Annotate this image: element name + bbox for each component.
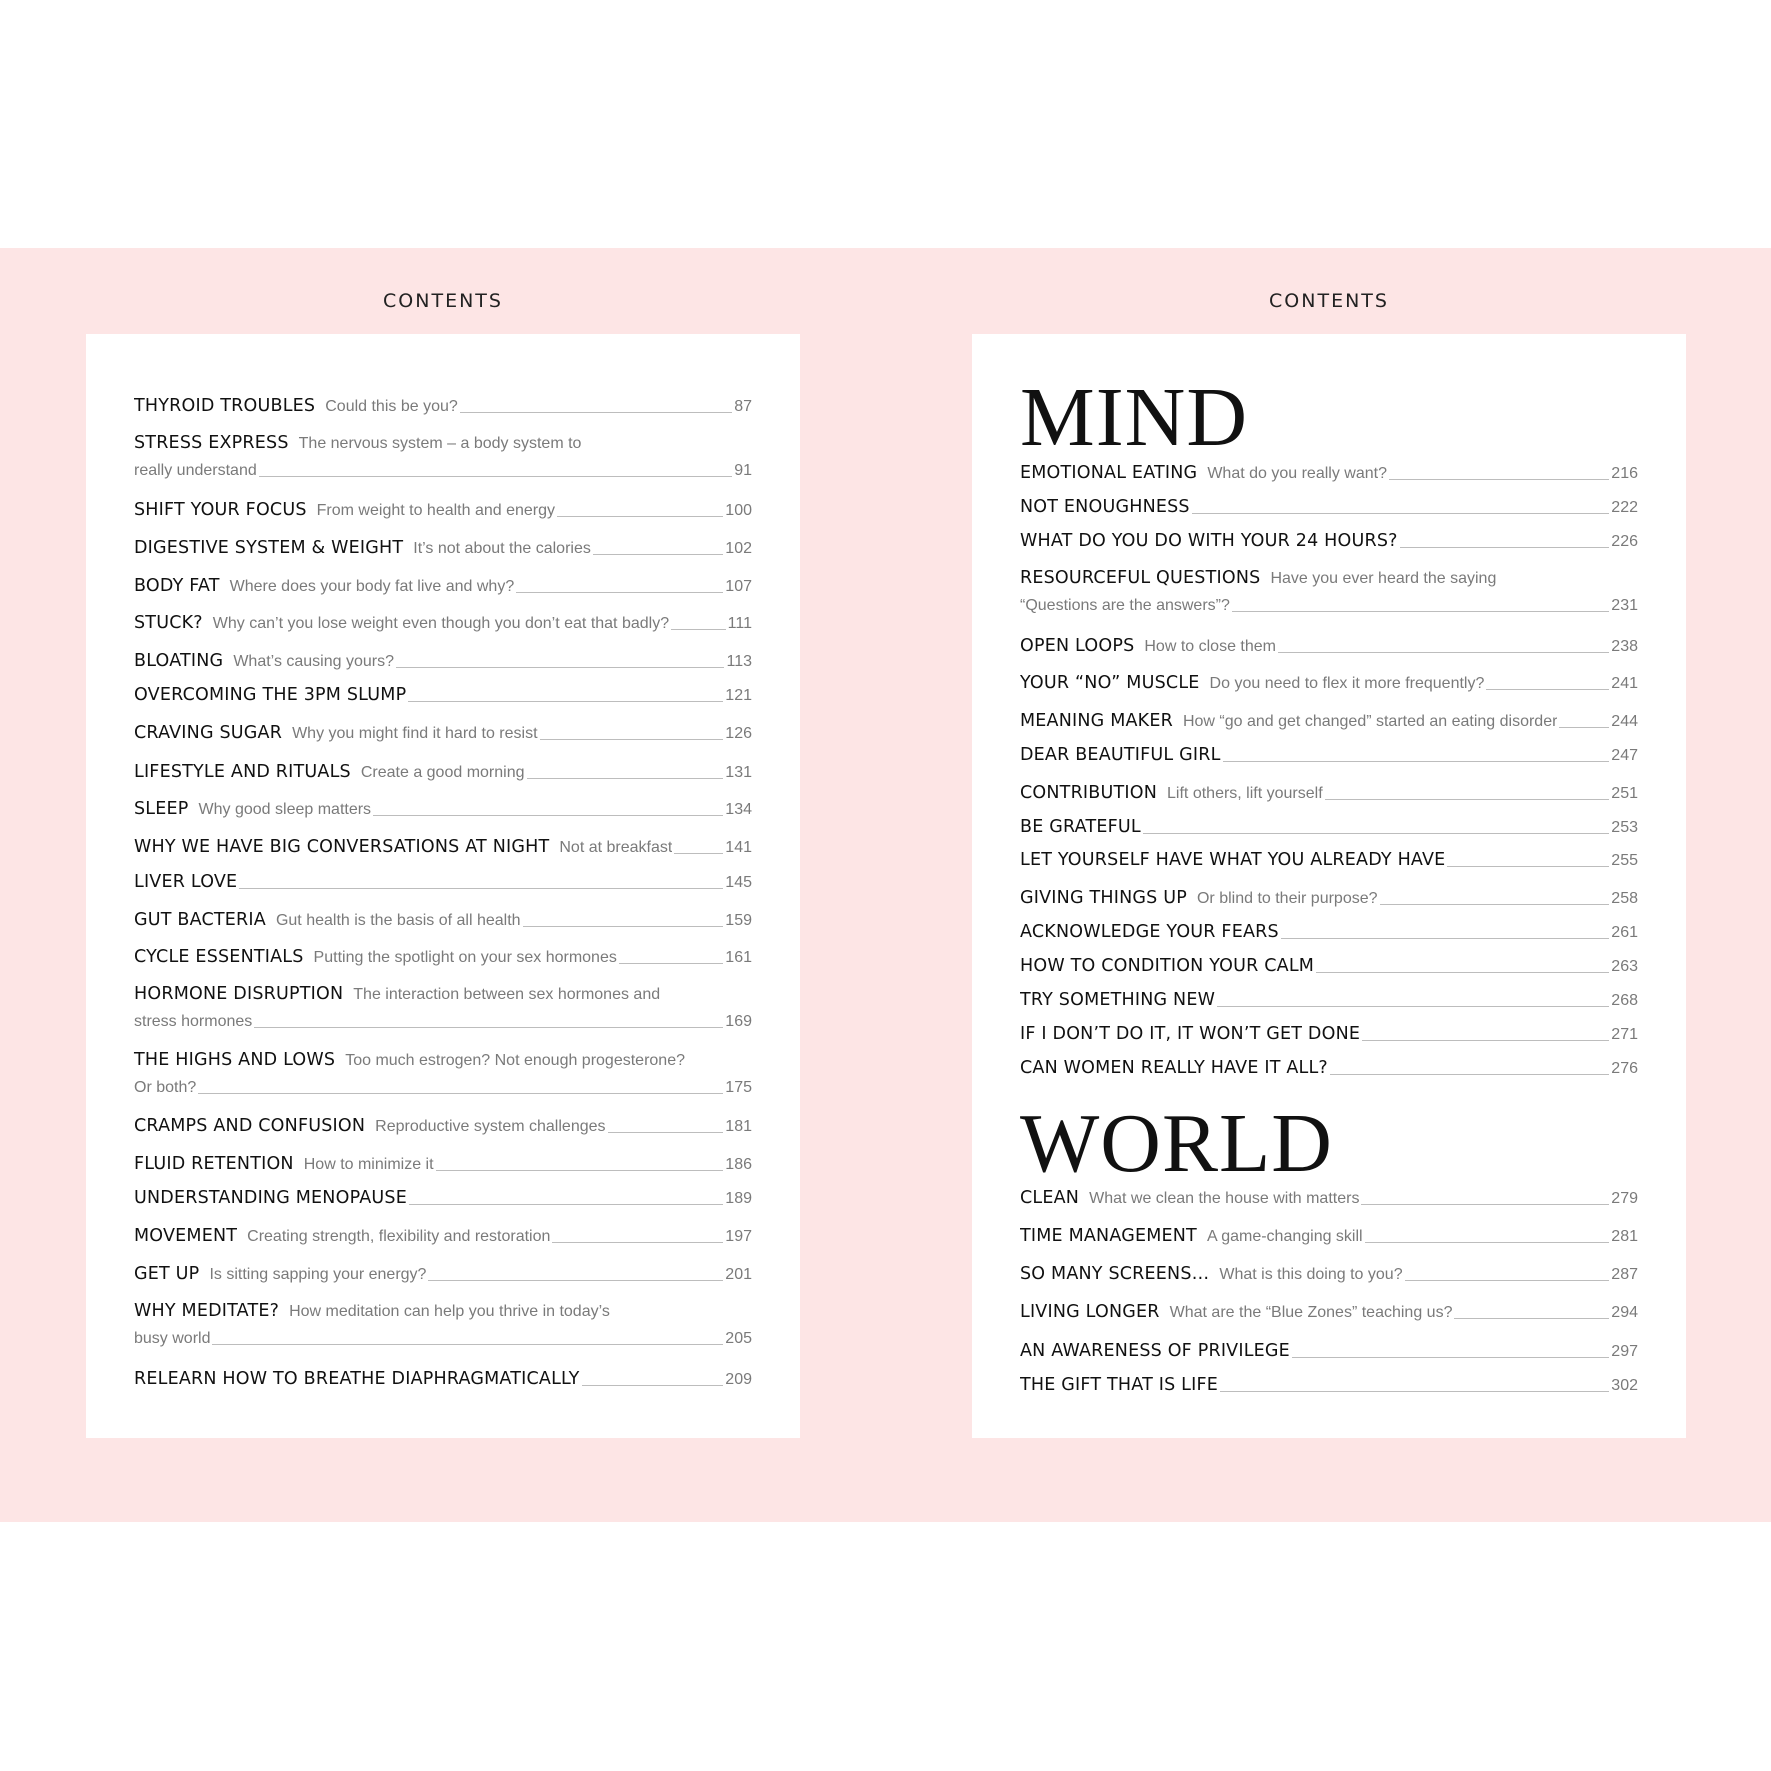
entry-title: UNDERSTANDING MENOPAUSE [134, 1188, 407, 1208]
page-number: 111 [727, 615, 752, 632]
toc-entry[interactable] [134, 1184, 752, 1212]
entry-subtitle: Do you need to flex it more frequently? [1209, 675, 1485, 692]
left-page [86, 334, 800, 1438]
page-number: 161 [725, 949, 752, 966]
dot-leader [1389, 479, 1609, 480]
dot-leader [1330, 1074, 1609, 1075]
toc-entry[interactable] [1020, 1222, 1638, 1250]
entry-title: CLEAN [1020, 1188, 1080, 1208]
entry-subtitle: The interaction between sex hormones and [353, 986, 661, 1003]
page-number: 175 [725, 1079, 752, 1096]
toc-entry[interactable] [134, 392, 752, 420]
toc-entry[interactable] [1020, 1054, 1638, 1082]
toc-entry[interactable] [134, 647, 752, 675]
page-number: 287 [1611, 1266, 1638, 1283]
toc-entry[interactable] [134, 1150, 752, 1178]
dot-leader [428, 1280, 723, 1281]
page-number: 263 [1611, 958, 1638, 975]
toc-entry[interactable] [1020, 986, 1638, 1014]
page-number: 121 [725, 687, 752, 704]
page-number: 281 [1611, 1228, 1638, 1245]
entry-subtitle: Gut health is the basis of all health [275, 912, 521, 929]
entry-title: TIME MANAGEMENT [1020, 1226, 1197, 1246]
entry-title: AN AWARENESS OF PRIVILEGE [1020, 1341, 1290, 1361]
dot-leader [523, 926, 724, 927]
page-number: 251 [1611, 785, 1638, 802]
toc-entry[interactable] [134, 1112, 752, 1140]
page-number: 253 [1611, 819, 1638, 836]
toc-entry[interactable] [1020, 565, 1638, 619]
page-number: 222 [1611, 499, 1638, 516]
entry-title: GUT BACTERIA [134, 910, 266, 930]
toc-entry[interactable] [134, 1260, 752, 1288]
dot-leader [1559, 727, 1609, 728]
page-number: 181 [725, 1118, 752, 1135]
dot-leader [557, 516, 723, 517]
entry-title: DEAR BEAUTIFUL GIRL [1020, 745, 1221, 765]
world-section-heading: WORLD [1020, 1097, 1333, 1190]
toc-entry[interactable] [134, 943, 752, 971]
dot-leader [1405, 1280, 1610, 1281]
page-number: 189 [725, 1190, 752, 1207]
entry-title: TRY SOMETHING NEW [1020, 990, 1216, 1010]
dot-leader [1316, 972, 1609, 973]
entry-title: CYCLE ESSENTIALS [134, 947, 304, 967]
entry-title: WHY WE HAVE BIG CONVERSATIONS AT NIGHT [134, 837, 550, 857]
toc-entry[interactable] [1020, 1260, 1638, 1288]
toc-entry[interactable] [1020, 813, 1638, 841]
entry-subtitle: It’s not about the calories [413, 540, 591, 557]
dot-leader [1192, 513, 1610, 514]
toc-entry[interactable] [1020, 918, 1638, 946]
toc-entry[interactable] [134, 496, 752, 524]
toc-entry[interactable] [1020, 884, 1638, 912]
entry-title: CAN WOMEN REALLY HAVE IT ALL? [1020, 1058, 1328, 1078]
entry-subtitle: A game-changing skill [1206, 1228, 1363, 1245]
dot-leader [674, 853, 723, 854]
page-number: 216 [1611, 465, 1638, 482]
page-number: 255 [1611, 852, 1638, 869]
entry-subtitle: Putting the spotlight on your sex hormones [313, 949, 617, 966]
page-number: 247 [1611, 747, 1638, 764]
toc-entry[interactable] [134, 906, 752, 934]
toc-entry[interactable] [134, 572, 752, 600]
entry-subtitle: Why good sleep matters [198, 801, 372, 818]
entry-title: HOW TO CONDITION YOUR CALM [1020, 956, 1315, 976]
dot-leader [436, 1170, 724, 1171]
page-number: 231 [1611, 597, 1638, 614]
dot-leader [460, 412, 732, 413]
dot-leader [1217, 1006, 1609, 1007]
page-number: 297 [1611, 1343, 1638, 1360]
dot-leader [1365, 1242, 1610, 1243]
page-number: 244 [1611, 713, 1638, 730]
page-number: 276 [1611, 1060, 1638, 1077]
page-number: 134 [725, 801, 752, 818]
toc-entry[interactable] [1020, 1371, 1638, 1399]
dot-leader [582, 1385, 724, 1386]
entry-subtitle-continued: really understand [134, 462, 257, 479]
page-number: 226 [1611, 533, 1638, 550]
entry-title: MOVEMENT [134, 1226, 238, 1246]
entry-subtitle: Lift others, lift yourself [1167, 785, 1323, 802]
toc-entry[interactable] [1020, 741, 1638, 769]
dot-leader [1454, 1318, 1609, 1319]
toc-entry[interactable] [1020, 1298, 1638, 1326]
entry-title: IF I DON’T DO IT, IT WON’T GET DONE [1020, 1024, 1361, 1044]
dot-leader [1143, 833, 1609, 834]
entry-title: OPEN LOOPS [1020, 636, 1135, 656]
page-number: 126 [725, 725, 752, 742]
dot-leader [593, 554, 723, 555]
entry-title: CRAMPS AND CONFUSION [134, 1116, 366, 1136]
toc-entry[interactable] [1020, 459, 1638, 487]
entry-subtitle-continued: stress hormones [134, 1013, 253, 1030]
entry-title: WHAT DO YOU DO WITH YOUR 24 HOURS? [1020, 531, 1398, 551]
entry-title: THE HIGHS AND LOWS [134, 1050, 336, 1070]
toc-entry[interactable] [1020, 493, 1638, 521]
toc-entry[interactable] [134, 758, 752, 786]
entry-title: GIVING THINGS UP [1020, 888, 1187, 908]
entry-subtitle: Why you might find it hard to resist [292, 725, 538, 742]
entry-title: BODY FAT [134, 576, 220, 596]
entry-title: LIVING LONGER [1020, 1302, 1160, 1322]
entry-subtitle: How to close them [1144, 638, 1276, 655]
left-contents-header: CONTENTS [383, 290, 503, 312]
page-number: 107 [725, 578, 752, 595]
entry-title: CRAVING SUGAR [134, 723, 283, 743]
dot-leader [1325, 799, 1610, 800]
entry-subtitle: What is this doing to you? [1219, 1266, 1403, 1283]
entry-subtitle-continued: busy world [134, 1330, 211, 1347]
dot-leader [1232, 611, 1609, 612]
toc-entry[interactable] [1020, 669, 1638, 697]
toc-entry[interactable] [1020, 1020, 1638, 1048]
dot-leader [1362, 1040, 1609, 1041]
toc-entry[interactable] [1020, 527, 1638, 555]
entry-subtitle: How meditation can help you thrive in today’s [289, 1303, 610, 1320]
entry-title: SO MANY SCREENS… [1020, 1264, 1210, 1284]
toc-entry[interactable] [134, 1298, 752, 1352]
page-number: 197 [725, 1228, 752, 1245]
dot-leader [409, 1204, 723, 1205]
entry-title: DIGESTIVE SYSTEM & WEIGHT [134, 538, 404, 558]
entry-title: LET YOURSELF HAVE WHAT YOU ALREADY HAVE [1020, 850, 1446, 870]
toc-entry[interactable] [1020, 779, 1638, 807]
page-number: 141 [725, 839, 752, 856]
toc-entry[interactable] [134, 795, 752, 823]
toc-entry[interactable] [134, 681, 752, 709]
page-number: 159 [725, 912, 752, 929]
entry-title: THE GIFT THAT IS LIFE [1020, 1375, 1218, 1395]
entry-title: BE GRATEFUL [1020, 817, 1141, 837]
right-page [972, 334, 1686, 1438]
entry-title: NOT ENOUGHNESS [1020, 497, 1190, 517]
entry-subtitle: Could this be you? [325, 398, 458, 415]
dot-leader [527, 778, 724, 779]
page-number: 238 [1611, 638, 1638, 655]
entry-title: MEANING MAKER [1020, 711, 1173, 731]
dot-leader [396, 667, 724, 668]
dot-leader [1447, 866, 1609, 867]
dot-leader [1220, 1391, 1609, 1392]
entry-title: STUCK? [134, 613, 203, 633]
toc-entry[interactable] [134, 534, 752, 562]
page-number: 145 [725, 874, 752, 891]
entry-subtitle: What we clean the house with matters [1089, 1190, 1360, 1207]
toc-entry[interactable] [134, 833, 752, 861]
toc-entry[interactable] [1020, 632, 1638, 660]
entry-subtitle: Have you ever heard the saying [1270, 570, 1497, 587]
right-contents-header: CONTENTS [1269, 290, 1389, 312]
entry-subtitle: Creating strength, flexibility and restoration [247, 1228, 551, 1245]
entry-subtitle: Is sitting sapping your energy? [209, 1266, 427, 1283]
entry-title: RELEARN HOW TO BREATHE DIAPHRAGMATICALLY [134, 1369, 580, 1389]
entry-title: ACKNOWLEDGE YOUR FEARS [1020, 922, 1279, 942]
entry-title: EMOTIONAL EATING [1020, 463, 1198, 483]
entry-title: YOUR “NO” MUSCLE [1020, 673, 1200, 693]
toc-entry[interactable] [134, 868, 752, 896]
dot-leader [198, 1093, 723, 1094]
entry-subtitle: Too much estrogen? Not enough progesterone? [345, 1052, 685, 1069]
entry-subtitle: Create a good morning [360, 764, 525, 781]
entry-subtitle-continued: “Questions are the answers”? [1020, 597, 1230, 614]
entry-subtitle: Where does your body fat live and why? [229, 578, 515, 595]
page-number: 209 [725, 1371, 752, 1388]
entry-title: HORMONE DISRUPTION [134, 984, 344, 1004]
entry-subtitle: Why can’t you lose weight even though you don’t eat that badly? [212, 615, 670, 632]
dot-leader [1278, 652, 1609, 653]
entry-subtitle: What’s causing yours? [233, 653, 394, 670]
toc-entry[interactable] [1020, 707, 1638, 735]
page-number: 102 [725, 540, 752, 557]
entry-title: RESOURCEFUL QUESTIONS [1020, 568, 1261, 588]
entry-title: LIFESTYLE AND RITUALS [134, 762, 351, 782]
dot-leader [1281, 938, 1610, 939]
page-number: 87 [734, 398, 752, 415]
entry-subtitle: How to minimize it [303, 1156, 434, 1173]
toc-entry[interactable] [134, 609, 752, 637]
entry-title: SHIFT YOUR FOCUS [134, 500, 307, 520]
page-number: 258 [1611, 890, 1638, 907]
entry-subtitle: From weight to health and energy [316, 502, 556, 519]
page-number: 201 [725, 1266, 752, 1283]
dot-leader [212, 1344, 723, 1345]
entry-title: LIVER LOVE [134, 872, 238, 892]
page-number: 186 [725, 1156, 752, 1173]
entry-title: THYROID TROUBLES [134, 396, 316, 416]
dot-leader [1400, 547, 1610, 548]
entry-title: BLOATING [134, 651, 224, 671]
page-number: 131 [725, 764, 752, 781]
dot-leader [1361, 1204, 1609, 1205]
dot-leader [671, 629, 726, 630]
mind-section-heading: MIND [1020, 371, 1248, 464]
toc-entry[interactable] [134, 1047, 752, 1101]
dot-leader [259, 476, 732, 477]
dot-leader [373, 815, 723, 816]
entry-subtitle: The nervous system – a body system to [298, 435, 582, 452]
page-number: 169 [725, 1013, 752, 1030]
entry-subtitle: Reproductive system challenges [375, 1118, 606, 1135]
page-number: 113 [726, 653, 752, 670]
page-number: 268 [1611, 992, 1638, 1009]
dot-leader [619, 963, 723, 964]
page-number: 271 [1611, 1026, 1638, 1043]
entry-title: CONTRIBUTION [1020, 783, 1158, 803]
toc-entry[interactable] [134, 1365, 752, 1393]
entry-subtitle: What do you really want? [1207, 465, 1387, 482]
entry-subtitle: Or blind to their purpose? [1196, 890, 1378, 907]
entry-title: STRESS EXPRESS [134, 433, 289, 453]
toc-entry[interactable] [134, 719, 752, 747]
entry-title: FLUID RETENTION [134, 1154, 294, 1174]
toc-entry[interactable] [1020, 1337, 1638, 1365]
page-number: 294 [1611, 1304, 1638, 1321]
page-number: 279 [1611, 1190, 1638, 1207]
dot-leader [254, 1027, 723, 1028]
page-number: 302 [1611, 1377, 1638, 1394]
page-number: 91 [734, 462, 752, 479]
dot-leader [1380, 904, 1610, 905]
entry-subtitle: How “go and get changed” started an eating disorder [1182, 713, 1558, 730]
dot-leader [608, 1132, 724, 1133]
toc-entry[interactable] [1020, 846, 1638, 874]
entry-title: OVERCOMING THE 3PM SLUMP [134, 685, 407, 705]
dot-leader [239, 888, 723, 889]
entry-title: SLEEP [134, 799, 189, 819]
toc-entry[interactable] [134, 1222, 752, 1250]
entry-subtitle-continued: Or both? [134, 1079, 197, 1096]
toc-entry[interactable] [1020, 1184, 1638, 1212]
page-number: 205 [725, 1330, 752, 1347]
dot-leader [552, 1242, 723, 1243]
page-number: 261 [1611, 924, 1638, 941]
dot-leader [1223, 761, 1610, 762]
toc-entry[interactable] [1020, 952, 1638, 980]
toc-entry[interactable] [134, 430, 752, 484]
entry-subtitle: Not at breakfast [559, 839, 673, 856]
dot-leader [408, 701, 723, 702]
page-number: 241 [1611, 675, 1638, 692]
page-number: 100 [725, 502, 752, 519]
dot-leader [540, 739, 724, 740]
dot-leader [1486, 689, 1609, 690]
entry-title: WHY MEDITATE? [134, 1301, 280, 1321]
toc-entry[interactable] [134, 981, 752, 1035]
entry-subtitle: What are the “Blue Zones” teaching us? [1169, 1304, 1453, 1321]
dot-leader [1292, 1357, 1609, 1358]
dot-leader [516, 592, 723, 593]
entry-title: GET UP [134, 1264, 200, 1284]
